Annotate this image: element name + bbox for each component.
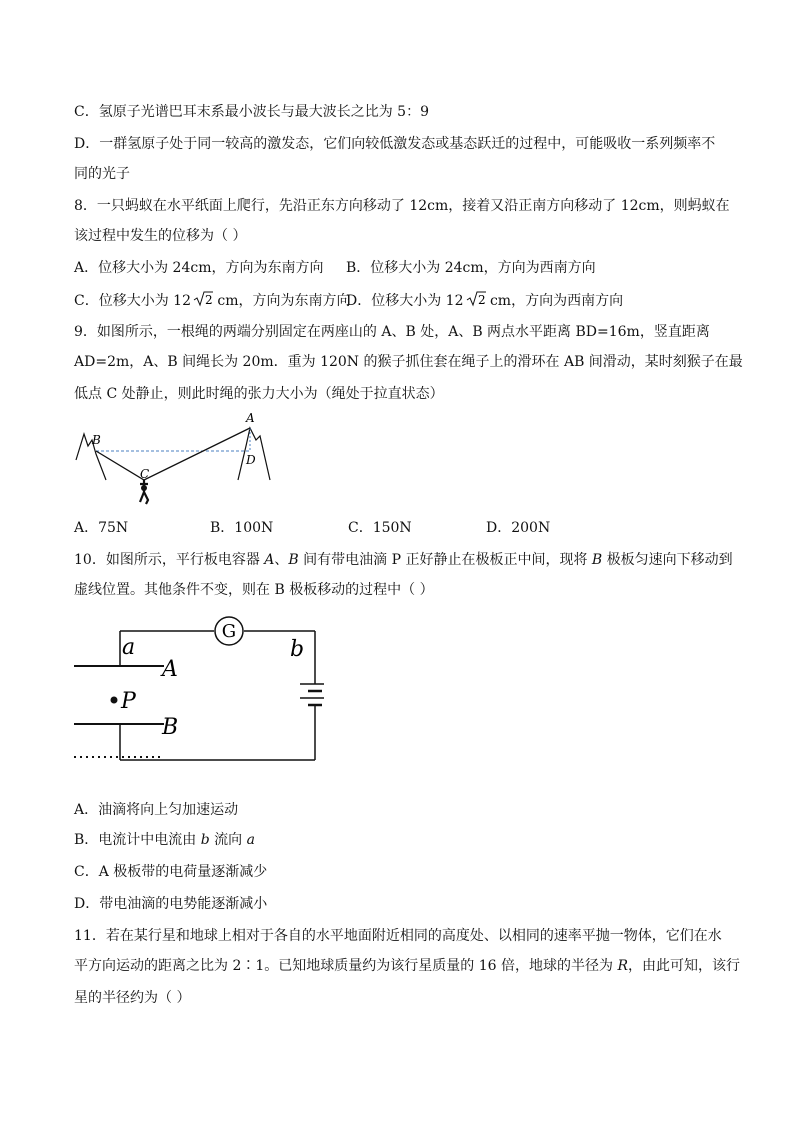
q10-stem-plate-b: B	[591, 552, 603, 568]
q9-option-c: C．150N	[348, 520, 412, 536]
q8-option-d-radicand: 2	[477, 293, 486, 307]
plate-b-label: B	[162, 715, 179, 740]
rope-line	[96, 428, 250, 480]
q10-stem-plate-a: A	[264, 552, 275, 568]
q10-capacitor-circuit-figure	[74, 612, 324, 772]
q10-stem-text: 、	[274, 552, 289, 568]
q9-stem-line1: 9．如图所示，一根绳的两端分别固定在两座山的 A、B 处，A、B 两点水平距离 BD=16m，竖直距离	[74, 324, 710, 340]
q10-stem-text: 间有带电油滴 P 正好静止在极板正中间，现将	[298, 552, 592, 568]
q11-stem-radius-symbol: R	[617, 958, 628, 974]
q8-option-a: A．位移大小为 24cm，方向为东南方向	[74, 260, 324, 276]
q8-option-c	[74, 290, 351, 310]
q9-mountain-rope-figure	[74, 410, 284, 510]
oil-drop-icon	[111, 697, 118, 704]
q8-option-c-radicand: 2	[204, 293, 213, 307]
q10-option-c: C．A 极板带的电荷量逐渐减少	[74, 864, 268, 880]
monkey-icon	[140, 480, 148, 504]
q7-option-d-line2: 同的光子	[74, 166, 130, 182]
q8-option-c-sqrt	[191, 290, 213, 311]
q8-option-c-suffix: cm，方向为东南方向	[212, 293, 351, 309]
q8-stem-line1: 8．一只蚂蚁在水平纸面上爬行，先沿正东方向移动了 12cm，接着又沿正南方向移动了 12cm，则蚂蚁在	[74, 198, 730, 214]
point-b-label: B	[92, 433, 101, 447]
battery-icon	[300, 684, 324, 705]
q8-option-d-suffix: cm，方向为西南方向	[485, 293, 624, 309]
node-b-label: b	[290, 637, 305, 662]
q11-stem-text: 平方向运动的距离之比为 2∶1。已知地球质量约为该行星质量的 16 倍，地球的半径为	[74, 958, 618, 974]
sqrt-sign-icon	[466, 290, 486, 308]
q8-option-b: B．位移大小为 24cm，方向为西南方向	[346, 260, 596, 276]
q8-stem-line2: 该过程中发生的位移为（ ）	[74, 228, 247, 244]
q10-stem-plate-b: B	[288, 552, 299, 568]
q10-stem-text: 10．如图所示，平行板电容器	[74, 552, 265, 568]
plate-a-label: A	[162, 657, 178, 682]
q10-stem-line1	[74, 550, 733, 570]
q8-option-c-prefix: C．位移大小为 12	[74, 293, 191, 309]
node-a-label: a	[122, 635, 136, 660]
q9-stem-line2: AD=2m，A、B 间绳长为 20m．重为 120N 的猴子抓住套在绳子上的滑环在 AB 间滑动，某时刻猴子在最	[74, 354, 743, 370]
left-mountain-outline	[76, 434, 106, 480]
galvanometer-label: G	[221, 621, 237, 642]
point-c-label: C	[140, 467, 150, 481]
q9-option-b: B．100N	[210, 520, 274, 536]
q7-option-d-line1: D．一群氢原子处于同一较高的激发态，它们向较低激发态或基态跃迁的过程中，可能吸收一系列频率不	[74, 136, 716, 152]
q9-option-a: A．75N	[74, 520, 129, 536]
q11-stem-line1: 11．若在某行星和地球上相对于各自的水平地面附近相同的高度处、以相同的速率平抛一物体，它们在水	[74, 928, 722, 944]
q10-option-a: A．油滴将向上匀加速运动	[74, 802, 239, 818]
q10-option-b-node-b: b	[200, 832, 210, 848]
q11-stem-text: ，由此可知，该行	[627, 958, 740, 974]
sqrt-sign-icon	[193, 290, 213, 308]
q8-option-d	[346, 290, 623, 310]
point-d-label: D	[246, 453, 256, 467]
q10-option-b	[74, 830, 255, 850]
q8-option-d-sqrt	[464, 290, 486, 311]
oil-drop-label: P	[121, 689, 136, 714]
q8-option-d-prefix: D．位移大小为 12	[346, 293, 464, 309]
q7-option-c: C．氢原子光谱巴耳末系最小波长与最大波长之比为 5：9	[74, 104, 429, 120]
q10-option-b-text: 流向	[209, 832, 247, 848]
q10-option-d: D．带电油滴的电势能逐渐减小	[74, 896, 268, 912]
point-a-label: A	[246, 411, 255, 425]
q10-option-b-node-a: a	[246, 832, 255, 848]
q9-option-d: D．200N	[486, 520, 551, 536]
q10-option-b-text: B．电流计中电流由	[74, 832, 201, 848]
q11-stem-line2	[74, 956, 740, 976]
q9-stem-line3: 低点 C 处静止，则此时绳的张力大小为（绳处于拉直状态）	[74, 386, 444, 402]
q10-stem-line2: 虚线位置。其他条件不变，则在 B 极板移动的过程中（ ）	[74, 582, 434, 598]
q11-stem-line3: 星的半径约为（ ）	[74, 990, 191, 1006]
q10-stem-text: 极板匀速向下移动到	[602, 552, 733, 568]
